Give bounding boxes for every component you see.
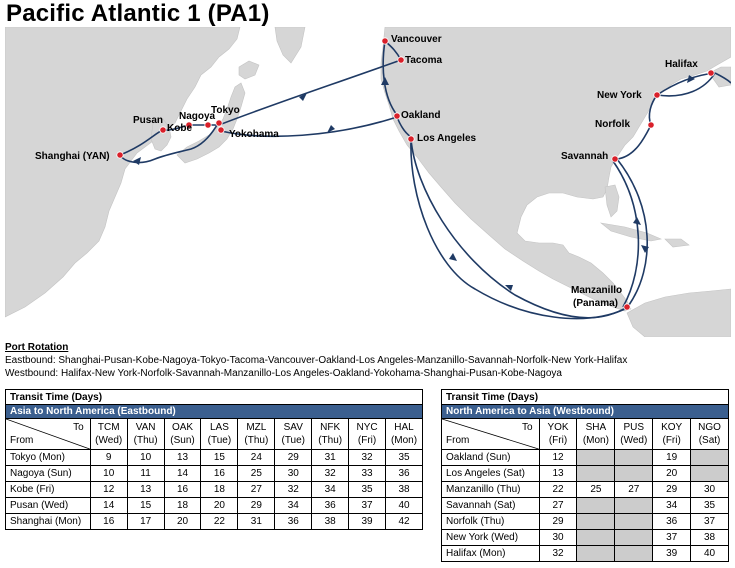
port-marker-nagoya [205, 122, 211, 128]
transit-days-cell [577, 466, 615, 482]
transit-days-cell: 12 [539, 450, 577, 466]
transit-days-cell: 29 [238, 498, 275, 514]
column-header [577, 419, 615, 450]
row-origin: New York (Wed) [442, 530, 540, 546]
transit-days-cell [577, 514, 615, 530]
table-row [442, 530, 729, 546]
port-label-los-angeles: Los Angeles [417, 133, 477, 144]
to-label: To [73, 422, 84, 433]
transit-days-cell: 15 [127, 498, 164, 514]
transit-days-cell [577, 546, 615, 562]
transit-days-cell: 18 [164, 498, 201, 514]
row-origin: Tokyo (Mon) [6, 450, 91, 466]
transit-days-cell: 20 [201, 498, 238, 514]
to-label: To [522, 422, 533, 433]
transit-days-cell: 35 [386, 450, 423, 466]
row-origin: Norfolk (Thu) [442, 514, 540, 530]
transit-days-cell: 33 [349, 466, 386, 482]
column-code: NFK [320, 422, 341, 433]
transit-days-cell: 30 [691, 482, 729, 498]
table-subtitle-row [6, 405, 423, 419]
transit-days-cell [577, 498, 615, 514]
transit-days-cell: 34 [312, 482, 349, 498]
port-marker-tokyo [216, 120, 222, 126]
row-origin: Nagoya (Sun) [6, 466, 91, 482]
table-subtitle: Asia to North America (Eastbound) [6, 405, 423, 419]
row-origin: Oakland (Sun) [442, 450, 540, 466]
column-day: (Thu) [133, 435, 158, 446]
transit-days-cell: 36 [312, 498, 349, 514]
port-label-norfolk: Norfolk [595, 119, 630, 130]
transit-days-cell: 37 [349, 498, 386, 514]
table-row [442, 450, 729, 466]
column-header [691, 419, 729, 450]
column-header [275, 419, 312, 450]
transit-days-cell: 34 [275, 498, 312, 514]
table-title-row [442, 390, 729, 405]
transit-days-cell: 30 [275, 466, 312, 482]
transit-days-cell: 36 [653, 514, 691, 530]
transit-days-cell: 27 [238, 482, 275, 498]
transit-days-cell: 25 [577, 482, 615, 498]
transit-days-cell: 16 [90, 514, 127, 530]
column-day: (Fri) [548, 435, 568, 446]
table-row [6, 498, 423, 514]
transit-days-cell: 29 [275, 450, 312, 466]
column-header [90, 419, 127, 450]
westbound-rotation: Westbound: Halifax-New York-Norfolk-Savannah-Manzanillo-Los Angeles-Oakland-Yokohama-Shanghai-Pusan-Kobe-Nagoya [5, 368, 562, 379]
eastbound-rotation: Eastbound: Shanghai-Pusan-Kobe-Nagoya-Tokyo-Tacoma-Vancouver-Oakland-Los Angeles-Manzanillo-Savannah-Norfolk-New York-Halifax [5, 355, 628, 366]
table-title: Transit Time (Days) [6, 390, 423, 405]
transit-days-cell [615, 466, 653, 482]
column-code: SAV [283, 422, 303, 433]
transit-days-cell: 36 [275, 514, 312, 530]
transit-days-cell: 29 [653, 482, 691, 498]
port-label-tacoma: Tacoma [405, 55, 443, 66]
row-origin: Halifax (Mon) [442, 546, 540, 562]
transit-days-cell: 12 [90, 482, 127, 498]
transit-days-cell: 37 [653, 530, 691, 546]
port-label-tokyo: Tokyo [211, 105, 240, 116]
row-origin: Los Angeles (Sat) [442, 466, 540, 482]
transit-days-cell: 30 [539, 530, 577, 546]
column-day: (Fri) [357, 435, 377, 446]
port-label-pusan: Pusan [133, 115, 164, 126]
transit-days-cell: 14 [90, 498, 127, 514]
table-row [442, 466, 729, 482]
transit-days-cell [615, 546, 653, 562]
transit-days-cell [615, 530, 653, 546]
port-marker-halifax [708, 70, 714, 76]
table-row [6, 466, 423, 482]
transit-days-cell: 14 [164, 466, 201, 482]
transit-days-cell: 22 [201, 514, 238, 530]
table-header-row [442, 419, 729, 450]
transit-days-cell: 31 [238, 514, 275, 530]
column-code: VAN [135, 422, 156, 433]
transit-days-cell: 10 [90, 466, 127, 482]
port-label-halifax: Halifax [665, 59, 698, 70]
transit-days-cell: 32 [275, 482, 312, 498]
column-day: (Thu) [318, 435, 343, 446]
from-label: From [446, 435, 470, 446]
transit-days-cell: 32 [349, 450, 386, 466]
column-day: (Sat) [698, 435, 721, 446]
to-from-header [442, 419, 540, 450]
column-day: (Fri) [662, 435, 681, 446]
transit-days-cell: 32 [312, 466, 349, 482]
column-header [127, 419, 164, 450]
transit-days-cell: 22 [539, 482, 577, 498]
table-title-row [6, 390, 423, 405]
transit-days-cell [615, 514, 653, 530]
row-origin: Kobe (Fri) [6, 482, 91, 498]
port-label-vancouver: Vancouver [391, 34, 442, 45]
column-header [615, 419, 653, 450]
eastbound-transit-table [5, 389, 423, 530]
transit-days-cell: 20 [653, 466, 691, 482]
port-marker-pusan [160, 127, 166, 133]
column-header [201, 419, 238, 450]
port-marker-manzanillo [624, 304, 630, 310]
column-code: MZL [246, 422, 267, 433]
transit-days-cell: 36 [386, 466, 423, 482]
column-code: YOK [547, 422, 569, 433]
column-code: TCM [97, 422, 120, 433]
transit-days-cell: 18 [201, 482, 238, 498]
port-marker-shanghai [117, 152, 123, 158]
transit-days-cell: 35 [691, 498, 729, 514]
transit-days-cell: 16 [201, 466, 238, 482]
transit-days-cell: 32 [539, 546, 577, 562]
column-header [164, 419, 201, 450]
column-header [386, 419, 423, 450]
column-header [539, 419, 577, 450]
column-day: (Tue) [207, 435, 232, 446]
column-day: (Wed) [620, 435, 648, 446]
transit-days-cell: 17 [127, 514, 164, 530]
transit-days-cell: 9 [90, 450, 127, 466]
transit-days-cell: 25 [238, 466, 275, 482]
port-label-oakland: Oakland [401, 110, 441, 121]
port-label-shanghai: Shanghai (YAN) [35, 151, 110, 162]
column-header [349, 419, 386, 450]
row-origin: Manzanillo (Thu) [442, 482, 540, 498]
transit-days-cell: 38 [312, 514, 349, 530]
table-row [6, 514, 423, 530]
transit-days-cell: 20 [164, 514, 201, 530]
column-day: (Sun) [170, 435, 195, 446]
transit-days-cell: 38 [691, 530, 729, 546]
transit-days-cell: 19 [653, 450, 691, 466]
port-label-nagoya: Nagoya [179, 111, 216, 122]
transit-days-cell: 13 [164, 450, 201, 466]
transit-days-cell: 40 [386, 498, 423, 514]
column-day: (Mon) [390, 435, 418, 446]
transit-days-cell: 31 [312, 450, 349, 466]
table-row [442, 482, 729, 498]
from-label: From [10, 435, 34, 446]
table-row [6, 482, 423, 498]
transit-days-cell: 39 [349, 514, 386, 530]
transit-days-cell [691, 450, 729, 466]
column-code: NYC [356, 422, 378, 433]
port-marker-los-angeles [408, 136, 414, 142]
column-day: (Tue) [281, 435, 306, 446]
table-row [6, 450, 423, 466]
transit-days-cell [691, 466, 729, 482]
port-label-new-york: New York [597, 90, 642, 101]
transit-days-cell [615, 498, 653, 514]
transit-days-cell: 10 [127, 450, 164, 466]
column-code: PUS [623, 422, 645, 433]
port-marker-tacoma [398, 57, 404, 63]
transit-days-cell: 40 [691, 546, 729, 562]
port-marker-yokohama [218, 127, 224, 133]
port-label-savannah: Savannah [561, 151, 609, 162]
transit-days-cell: 27 [539, 498, 577, 514]
table-header-row [6, 419, 423, 450]
row-origin: Savannah (Sat) [442, 498, 540, 514]
transit-days-cell: 38 [386, 482, 423, 498]
to-from-header [6, 419, 91, 450]
column-code: SHA [585, 422, 607, 433]
table-row [442, 546, 729, 562]
port-label-kobe: Kobe [167, 123, 192, 134]
transit-days-cell: 13 [539, 466, 577, 482]
row-origin: Pusan (Wed) [6, 498, 91, 514]
transit-days-cell: 24 [238, 450, 275, 466]
transit-days-cell: 39 [653, 546, 691, 562]
port-marker-new-york [654, 92, 660, 98]
column-code: LAS [209, 422, 229, 433]
transit-days-cell: 29 [539, 514, 577, 530]
port-label-manzanillo: Manzanillo [571, 285, 623, 296]
port-label-yokohama: Yokohama [229, 129, 279, 140]
transit-days-cell: 13 [127, 482, 164, 498]
port-label-manzanillo-panama: (Panama) [573, 298, 619, 309]
route-map [5, 27, 731, 337]
transit-days-cell: 27 [615, 482, 653, 498]
port-rotation [5, 341, 627, 380]
table-subtitle-row [442, 405, 729, 419]
column-header [312, 419, 349, 450]
transit-days-cell: 15 [201, 450, 238, 466]
port-marker-oakland [394, 113, 400, 119]
table-subtitle: North America to Asia (Westbound) [442, 405, 729, 419]
column-code: KOY [661, 422, 683, 433]
westbound-transit-table [441, 389, 729, 562]
transit-days-cell: 35 [349, 482, 386, 498]
port-rotation-heading: Port Rotation [5, 342, 69, 353]
transit-days-cell [615, 450, 653, 466]
column-day: (Thu) [244, 435, 269, 446]
column-code: OAK [171, 422, 194, 433]
transit-days-cell: 16 [164, 482, 201, 498]
transit-days-cell: 42 [386, 514, 423, 530]
column-code: HAL [394, 422, 414, 433]
transit-days-cell: 37 [691, 514, 729, 530]
column-header [653, 419, 691, 450]
transit-days-cell [577, 450, 615, 466]
column-day: (Mon) [582, 435, 609, 446]
page-title: Pacific Atlantic 1 (PA1) [6, 0, 270, 27]
table-title: Transit Time (Days) [442, 390, 729, 405]
column-day: (Wed) [95, 435, 123, 446]
transit-days-cell: 34 [653, 498, 691, 514]
column-code: NGO [698, 422, 721, 433]
port-marker-norfolk [648, 122, 654, 128]
row-origin: Shanghai (Mon) [6, 514, 91, 530]
port-marker-savannah [612, 156, 618, 162]
transit-days-cell: 11 [127, 466, 164, 482]
port-marker-vancouver [382, 38, 388, 44]
transit-days-cell [577, 530, 615, 546]
table-row [442, 498, 729, 514]
column-header [238, 419, 275, 450]
table-row [442, 514, 729, 530]
